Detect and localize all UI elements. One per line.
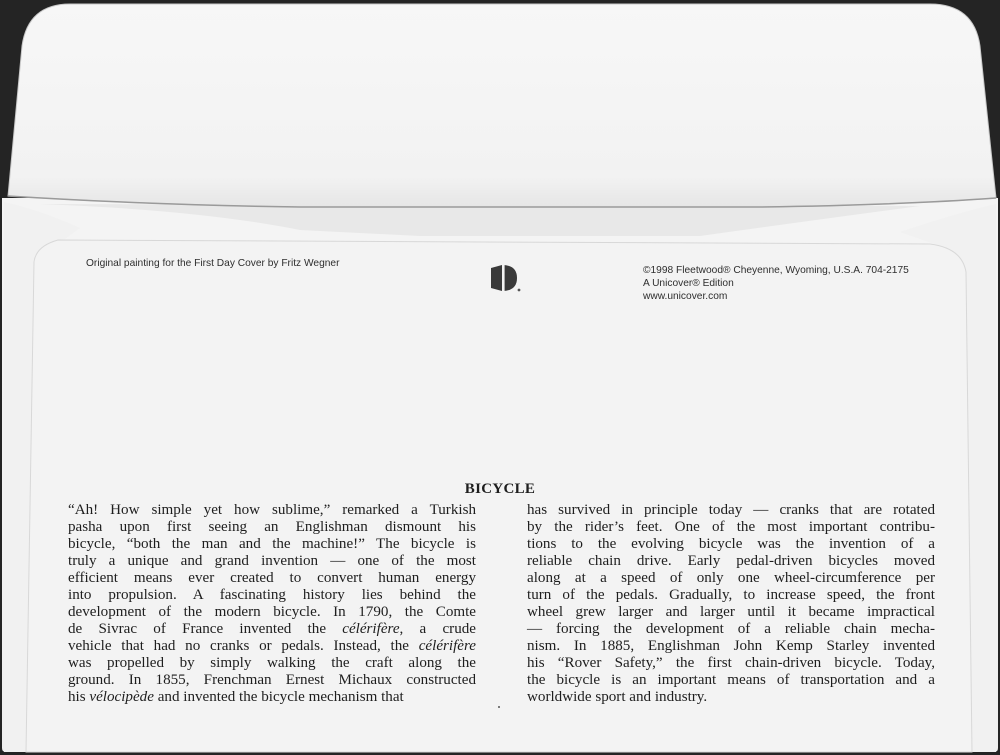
website-line: www.unicover.com: [643, 291, 728, 302]
article-line: was propelled by simply walking the craft along the: [68, 655, 476, 671]
article-title: BICYCLE: [464, 481, 536, 497]
article-line: vehicle that had no cranks or pedals. Instead, the célérifère: [68, 638, 476, 654]
article-line: efficient means ever created to convert human energy: [68, 570, 476, 586]
article-line: reliable chain drive. Early pedal-driven bicycles moved: [527, 553, 935, 569]
article-line: nism. In 1885, Englishman John Kemp Starley invented: [527, 638, 935, 654]
edition-line: A Unicover® Edition: [643, 278, 734, 289]
article-line: tions to the evolving bicycle was the invention of a: [527, 536, 935, 552]
article-column-right: [527, 502, 935, 706]
article-line: the bicycle is an important means of transportation and a: [527, 672, 935, 688]
article-line: his vélocipède and invented the bicycle mechanism that: [68, 689, 404, 705]
article-line: wheel grew larger and larger until it became impractical: [527, 604, 935, 620]
article-line: his “Rover Safety,” the first chain-driven bicycle. Today,: [527, 655, 935, 671]
painting-credit: Original painting for the First Day Cover by Fritz Wegner: [86, 258, 340, 269]
italic-term: vélocipède: [89, 689, 154, 705]
article-line: has survived in principle today — cranks that are rotated: [527, 502, 935, 518]
article-line: development of the modern bicycle. In 1790, the Comte: [68, 604, 476, 620]
article-line: into propulsion. A fascinating history lies behind the: [68, 587, 476, 603]
unicover-logo-icon: [488, 262, 522, 294]
article-line: along at a speed of only one wheel-circumference per: [527, 570, 935, 586]
article-line: bicycle, “both the man and the machine!” The bicycle is: [68, 536, 476, 552]
article-line: “Ah! How simple yet how sublime,” remarked a Turkish: [68, 502, 476, 518]
article-column-left: [68, 502, 476, 706]
italic-term: célérifère: [342, 621, 400, 637]
article-line: by the rider’s feet. One of the most important contribu-: [527, 519, 935, 535]
article-line: de Sivrac of France invented the célérifère, a crude: [68, 621, 476, 637]
article-line: truly a unique and grand invention — one of the most: [68, 553, 476, 569]
article-line: ground. In 1855, Frenchman Ernest Michaux constructed: [68, 672, 476, 688]
paper-speck: [498, 706, 500, 708]
article-line: — forcing the development of a reliable chain mecha-: [527, 621, 935, 637]
article-line: pasha upon first seeing an Englishman dismount his: [68, 519, 476, 535]
article-line: turn of the pedals. Gradually, to increase speed, the front: [527, 587, 935, 603]
italic-term: célérifère: [418, 638, 476, 654]
article-line: worldwide sport and industry.: [527, 689, 708, 705]
publisher-info: [643, 264, 909, 303]
copyright-line: ©1998 Fleetwood® Cheyenne, Wyoming, U.S.A. 704-2175: [643, 265, 909, 276]
envelope-top-flap: [8, 4, 996, 207]
